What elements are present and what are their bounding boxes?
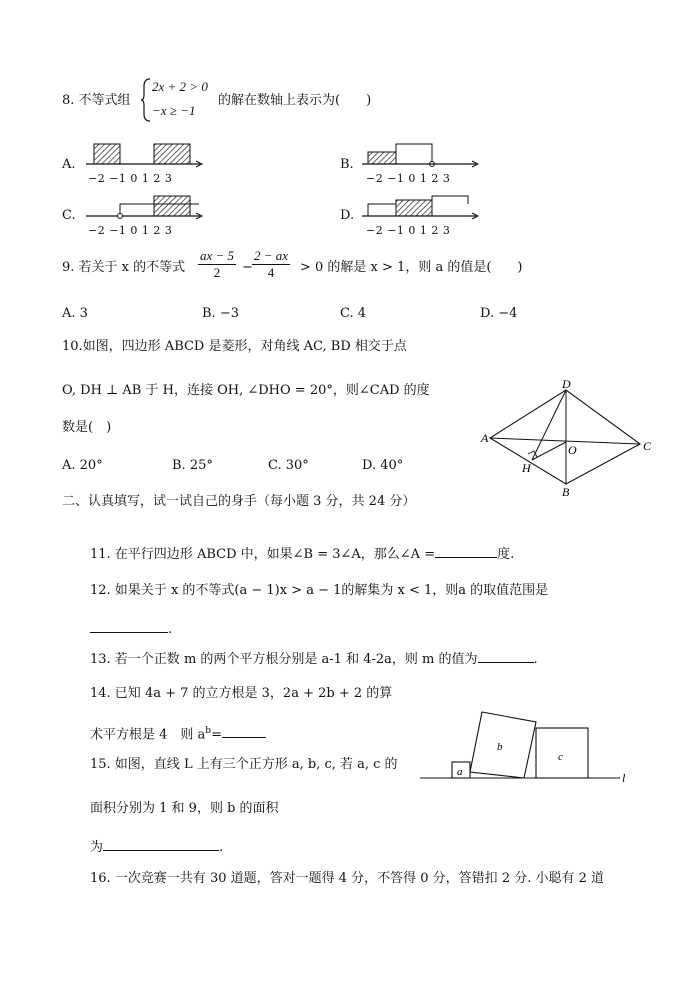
q9-suffix: > 0 的解是 x > 1，则 a 的值是( ) — [300, 260, 523, 275]
q9-fraction-2 — [252, 248, 290, 281]
q10-option-d: D. 40° — [362, 458, 404, 473]
q10-line-1: 10.如图，四边形 ABCD 是菱形，对角线 AC, BD 相交于点 — [62, 339, 407, 354]
q8-ticks-b: −2 −1 0 1 2 3 — [366, 172, 451, 185]
q11-prefix: 11. 在平行四边形 ABCD 中，如果∠B = 3∠A，那么∠A = — [90, 547, 436, 562]
q8-number-line-d — [360, 192, 480, 224]
q10-line-2: O, DH ⊥ AB 于 H，连接 OH, ∠DHO = 20°，则∠CAD 的度 — [62, 383, 430, 398]
q10-label-c: C — [643, 439, 652, 453]
q14-line-2-end: = — [211, 727, 222, 743]
q15-line-3-text: 为 — [90, 840, 104, 855]
q14-answer-blank[interactable] — [222, 725, 266, 738]
q8-option-label-c: C. — [62, 208, 76, 223]
q8-ticks-a: −2 −1 0 1 2 3 — [88, 172, 173, 185]
q13-answer-blank[interactable] — [478, 650, 534, 663]
q15-label-c: c — [558, 751, 563, 763]
section-2-title: 二、认真填写，试一试自己的身手（每小题 3 分，共 24 分） — [62, 494, 416, 509]
q9-fraction-1-denominator: 2 — [213, 265, 221, 280]
q8-ticks-c: −2 −1 0 1 2 3 — [88, 224, 173, 237]
q8-option-label-a: A. — [62, 157, 76, 172]
q11-text — [90, 545, 514, 564]
q11-answer-blank[interactable] — [435, 545, 497, 558]
q10-option-b: B. 25° — [172, 458, 213, 473]
q9-option-a: A. 3 — [62, 306, 88, 321]
q8-stem-suffix: 的解在数轴上表示为( ) — [218, 93, 372, 108]
q10-label-d: D — [562, 377, 571, 391]
q10-option-a: A. 20° — [62, 458, 103, 473]
q14-superscript: b — [205, 726, 212, 736]
q10-label-b: B — [562, 485, 570, 499]
q15-squares-figure — [420, 706, 632, 785]
q15-label-a: a — [457, 766, 463, 778]
q15-answer-blank[interactable] — [103, 838, 219, 851]
q14-line-2 — [90, 722, 266, 744]
q8-brace — [141, 78, 151, 122]
q12-line-1: 12. 如果关于 x 的不等式(a − 1)x > a − 1的解集为 x < 1，则a 的取值范围是 — [90, 583, 549, 598]
q15-label-b: b — [497, 741, 503, 753]
q10-line-3: 数是( ) — [62, 420, 112, 435]
q9-minus: − — [242, 260, 253, 275]
q12-answer-blank[interactable] — [90, 620, 168, 633]
q9-option-b: B. −3 — [202, 306, 239, 321]
q9-option-d: D. −4 — [480, 306, 518, 321]
q10-label-a: A — [481, 431, 489, 445]
q9-option-c: C. 4 — [340, 306, 367, 321]
q8-stem-prefix: 8. 不等式组 — [62, 93, 131, 108]
q10-label-o: O — [568, 443, 577, 457]
q13-prefix: 13. 若一个正数 m 的两个平方根分别是 a-1 和 4-2a，则 m 的值为 — [90, 652, 478, 667]
q12-line-2 — [90, 620, 172, 639]
q15-line-3 — [90, 838, 223, 857]
q13-text — [90, 650, 538, 669]
q8-option-label-d: D. — [340, 208, 355, 223]
q14-line-1: 14. 已知 4a + 7 的立方根是 3，2a + 2b + 2 的算 — [90, 686, 393, 701]
q9-fraction-1 — [198, 248, 236, 281]
q11-suffix: 度. — [497, 547, 515, 562]
q16-line-1: 16. 一次竞赛一共有 30 道题，答对一题得 4 分，不答得 0 分，答错扣 2 分. 小聪有 2 道 — [90, 871, 605, 886]
q15-label-l: l — [622, 771, 626, 785]
q8-inequality-2: −x ≥ −1 — [152, 103, 196, 118]
q9-fraction-1-numerator: ax − 5 — [200, 248, 235, 263]
q9-fraction-2-numerator: 2 − ax — [254, 248, 289, 263]
q12-line-2-suffix: . — [168, 622, 173, 637]
q14-line-2-text: 术平方根是 4 则 a — [90, 727, 206, 743]
q8-ticks-d: −2 −1 0 1 2 3 — [366, 224, 451, 237]
q15-line-3-suffix: . — [219, 840, 224, 855]
q13-suffix: . — [533, 652, 538, 667]
q10-option-c: C. 30° — [268, 458, 309, 473]
q8-number-line-b — [360, 136, 480, 172]
q8-option-label-b: B. — [340, 157, 354, 172]
q9-prefix: 9. 若关于 x 的不等式 — [62, 260, 186, 275]
q8-number-line-a — [84, 136, 204, 172]
q10-rhombus-figure — [480, 377, 660, 499]
q15-line-2: 面积分别为 1 和 9，则 b 的面积 — [90, 801, 279, 816]
q8-number-line-c — [84, 192, 204, 224]
q9-fraction-2-denominator: 4 — [267, 265, 275, 280]
q10-label-h: H — [522, 461, 531, 475]
q8-inequality-1: 2x + 2 > 0 — [152, 79, 208, 94]
q15-line-1: 15. 如图，直线 L 上有三个正方形 a, b, c, 若 a, c 的 — [90, 757, 398, 772]
